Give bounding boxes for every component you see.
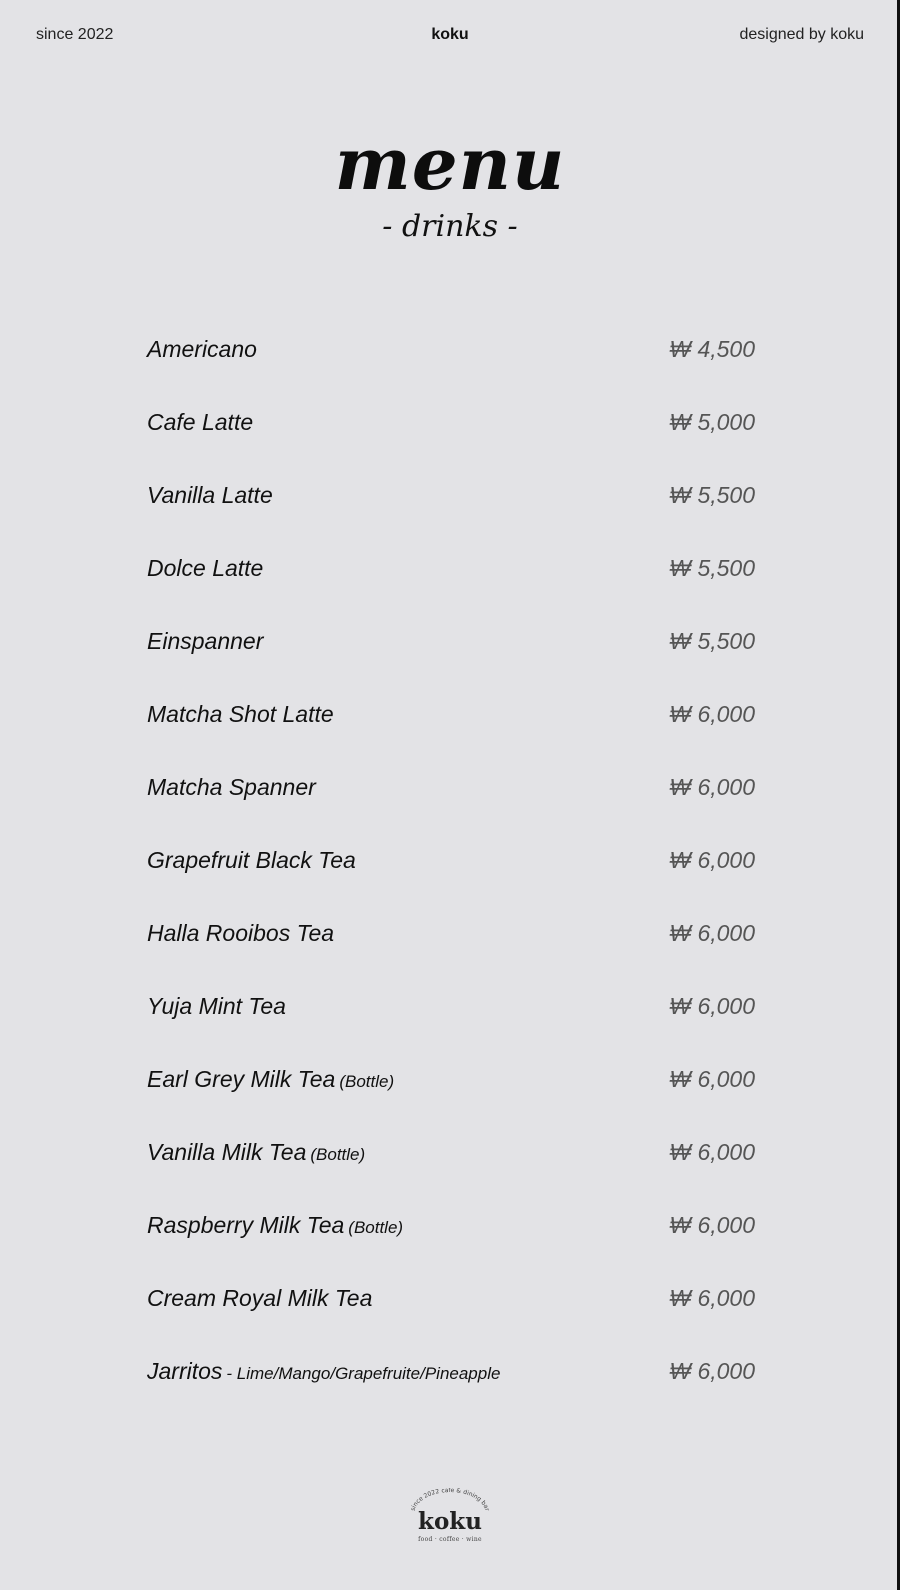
item-name-text: Raspberry Milk Tea [147, 1212, 345, 1238]
item-name [147, 701, 338, 728]
logo-arc-label: since 2022 cafe & dining bar [409, 1488, 491, 1512]
item-name [147, 1285, 376, 1312]
item-name-text: Dolce Latte [147, 555, 264, 581]
item-name [147, 920, 338, 947]
menu-item [147, 920, 755, 993]
menu-item [147, 409, 755, 482]
item-name [147, 774, 320, 801]
item-name [147, 1139, 365, 1166]
menu-item [147, 847, 755, 920]
item-price: ₩ 5,500 [669, 555, 755, 581]
item-name [147, 409, 257, 436]
item-name [147, 336, 261, 363]
item-price: ₩ 4,500 [669, 336, 755, 362]
item-name [147, 628, 267, 655]
menu-item [147, 993, 755, 1066]
item-price: ₩ 6,000 [669, 847, 755, 873]
menu-item [147, 1066, 755, 1139]
item-name [147, 482, 277, 509]
item-name-text: Einspanner [147, 628, 264, 654]
menu-item [147, 628, 755, 701]
menu-item [147, 336, 755, 409]
top-bar [0, 26, 900, 50]
item-name-text: Cafe Latte [147, 409, 254, 435]
item-name-text: Matcha Spanner [147, 774, 316, 800]
item-name-text: Jarritos [147, 1358, 223, 1384]
drinks-list [147, 336, 755, 1431]
menu-item [147, 1212, 755, 1285]
item-note: (Bottle) [310, 1145, 366, 1164]
item-price: ₩ 6,000 [669, 774, 755, 800]
menu-item [147, 774, 755, 847]
item-name [147, 847, 360, 874]
item-price: ₩ 5,500 [669, 482, 755, 508]
item-name [147, 993, 290, 1020]
menu-item [147, 701, 755, 774]
item-note: - Lime/Mango/Grapefruite/Pineapple [226, 1364, 501, 1383]
item-name-text: Earl Grey Milk Tea [147, 1066, 336, 1092]
item-name [147, 1066, 394, 1093]
menu-item [147, 1139, 755, 1212]
item-name-text: Vanilla Milk Tea [147, 1139, 307, 1165]
item-name-text: Grapefruit Black Tea [147, 847, 356, 873]
item-name-text: Yuja Mint Tea [147, 993, 286, 1019]
item-price: ₩ 6,000 [669, 1212, 755, 1238]
brand-name: koku [431, 26, 469, 43]
item-name-text: Halla Rooibos Tea [147, 920, 335, 946]
item-price: ₩ 6,000 [669, 920, 755, 946]
menu-item [147, 555, 755, 628]
koku-logo [404, 1488, 496, 1552]
item-price: ₩ 5,500 [669, 628, 755, 654]
menu-item [147, 1358, 755, 1431]
item-price: ₩ 6,000 [669, 1066, 755, 1092]
item-price: ₩ 5,000 [669, 409, 755, 435]
menu-item [147, 1285, 755, 1358]
menu-title: menu [334, 121, 566, 206]
item-name [147, 1358, 500, 1385]
since-label: since 2022 [36, 26, 114, 43]
item-note: (Bottle) [348, 1218, 404, 1237]
item-price: ₩ 6,000 [669, 1358, 755, 1384]
menu-subtitle: - drinks - [382, 209, 518, 244]
item-name [147, 1212, 403, 1239]
item-name-text: Americano [147, 336, 257, 362]
item-name-text: Matcha Shot Latte [147, 701, 334, 727]
item-price: ₩ 6,000 [669, 1285, 755, 1311]
item-name [147, 555, 267, 582]
item-name-text: Cream Royal Milk Tea [147, 1285, 373, 1311]
item-name-text: Vanilla Latte [147, 482, 273, 508]
designer-credit: designed by koku [739, 26, 864, 43]
item-note: (Bottle) [339, 1072, 395, 1091]
item-price: ₩ 6,000 [669, 993, 755, 1019]
menu-item [147, 482, 755, 555]
logo-word: koku [418, 1508, 482, 1535]
item-price: ₩ 6,000 [669, 1139, 755, 1165]
logo-tagline: food · coffee · wine [418, 1536, 482, 1543]
item-price: ₩ 6,000 [669, 701, 755, 727]
